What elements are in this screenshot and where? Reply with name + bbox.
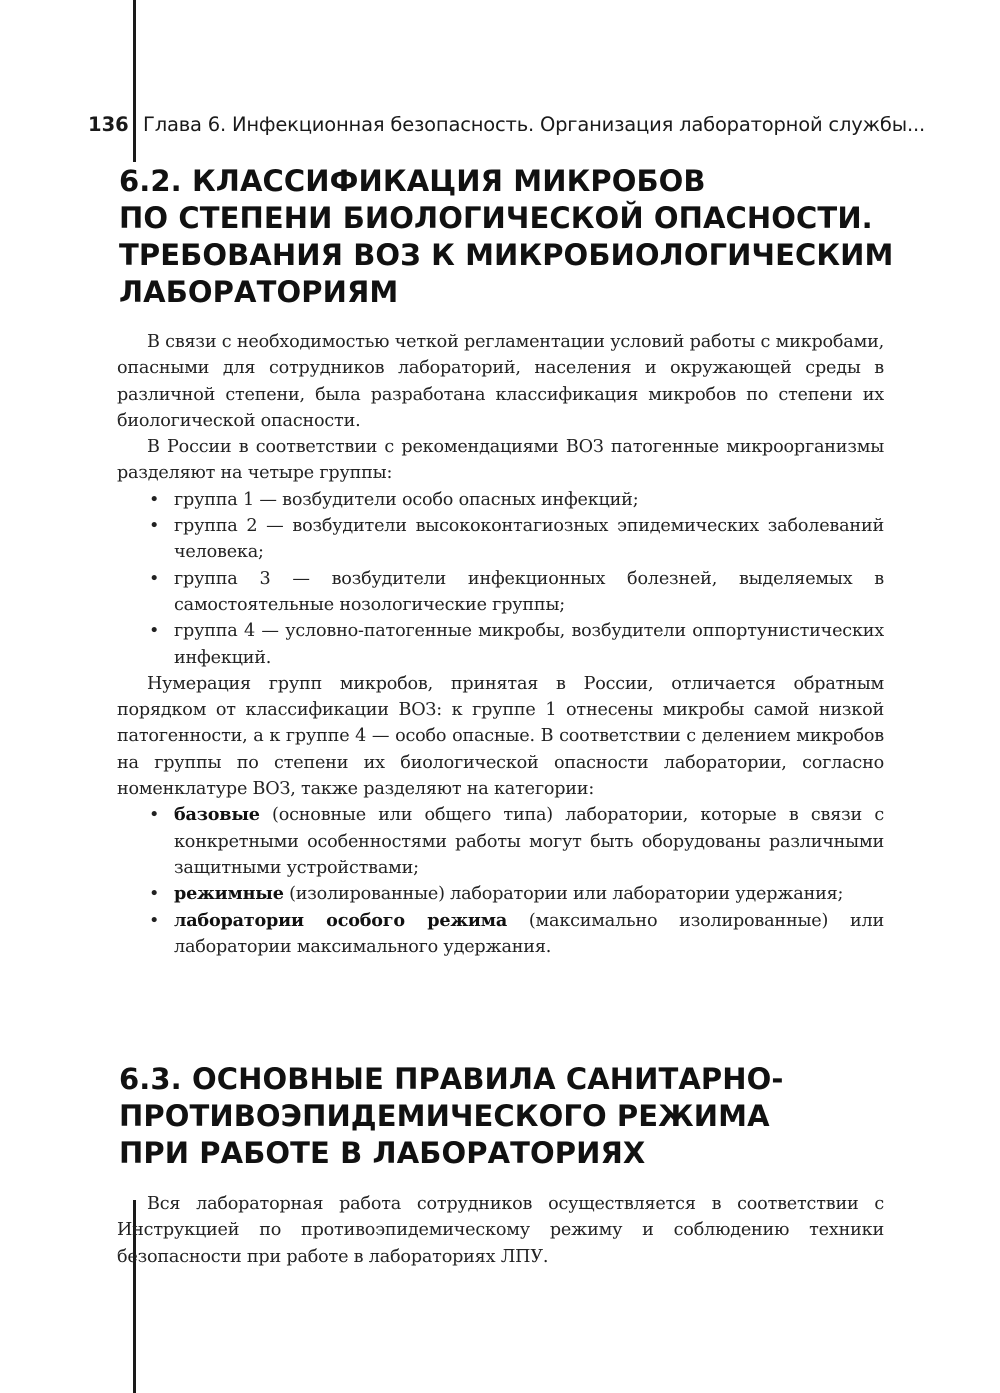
- definition: (изолированные) лаборатории или лаборатории удержания;: [283, 884, 844, 905]
- term: базовые: [174, 804, 260, 826]
- list-item: • группа 4 — условно-патогенные микробы, возбудители оппортунистических инфекций.: [117, 618, 884, 671]
- page-number: 136: [88, 113, 129, 136]
- groups-list: [117, 487, 884, 671]
- section-6-3-body: [117, 1191, 884, 1270]
- term: режимные: [174, 883, 284, 905]
- running-header: [88, 113, 948, 136]
- section-6-2-title: [119, 163, 909, 311]
- title-line: ТРЕБОВАНИЯ ВОЗ К МИКРОБИОЛОГИЧЕСКИМ: [119, 238, 894, 272]
- term: лаборатории особого режима: [174, 909, 508, 931]
- paragraph: Нумерация групп микробов, принятая в России, отличается обратным порядком от классификации ВОЗ: к группе 1 отнесены микробы самой низкой патогенности, а к группе 4 — особо опасные. В соответствии с делением микробов на группы по степени их биологической опасности лаборатории, согласно номенклатуре ВОЗ, также разделяют на категории:: [117, 673, 884, 800]
- running-title: Глава 6. Инфекционная безопасность. Организация лабораторной службы...: [143, 113, 925, 136]
- title-line: ПО СТЕПЕНИ БИОЛОГИЧЕСКОЙ ОПАСНОСТИ.: [119, 201, 873, 235]
- title-line: 6.2. КЛАССИФИКАЦИЯ МИКРОБОВ: [119, 164, 706, 198]
- title-line: 6.3. ОСНОВНЫЕ ПРАВИЛА САНИТАРНО-: [119, 1062, 784, 1096]
- list-item: [117, 802, 884, 881]
- paragraph: Вся лабораторная работа сотрудников осуществляется в соответствии с Инструкцией по противоэпидемическому режиму и соблюдению техники безопасности при работе в лабораториях ЛПУ.: [117, 1194, 884, 1267]
- vertical-rule-top: [133, 0, 136, 162]
- list-item: • группа 1 — возбудители особо опасных инфекций;: [117, 487, 884, 513]
- title-line: ПРИ РАБОТЕ В ЛАБОРАТОРИЯХ: [119, 1136, 646, 1170]
- title-line: ПРОТИВОЭПИДЕМИЧЕСКОГО РЕЖИМА: [119, 1099, 770, 1133]
- title-line: ЛАБОРАТОРИЯМ: [119, 275, 399, 309]
- list-item: • группа 3 — возбудители инфекционных болезней, выделяемых в самостоятельные нозологические группы;: [117, 566, 884, 619]
- paragraph: В связи с необходимостью четкой регламентации условий работы с микробами, опасными для сотрудников лабораторий, населения и окружающей среды в различной степени, была разработана классификация микробов по степени их биологической опасности.: [117, 332, 884, 431]
- definition: (максимально изолированные) или лаборатории максимального удержания.: [174, 910, 885, 957]
- list-item: • группа 2 — возбудители высококонтагиозных эпидемических заболеваний человека;: [117, 513, 884, 566]
- paragraph: В России в соответствии с рекомендациями ВОЗ патогенные микроорганизмы разделяют на четыре группы:: [117, 437, 884, 484]
- section-6-3-title: [119, 1061, 909, 1172]
- definition: (основные или общего типа) лаборатории, которые в связи с конкретными особенностями работы могут быть оборудованы различными защитными устройствами;: [174, 805, 884, 878]
- section-6-2-body: [117, 329, 884, 960]
- list-item: [117, 908, 884, 961]
- list-item: [117, 881, 884, 907]
- categories-list: [117, 802, 884, 960]
